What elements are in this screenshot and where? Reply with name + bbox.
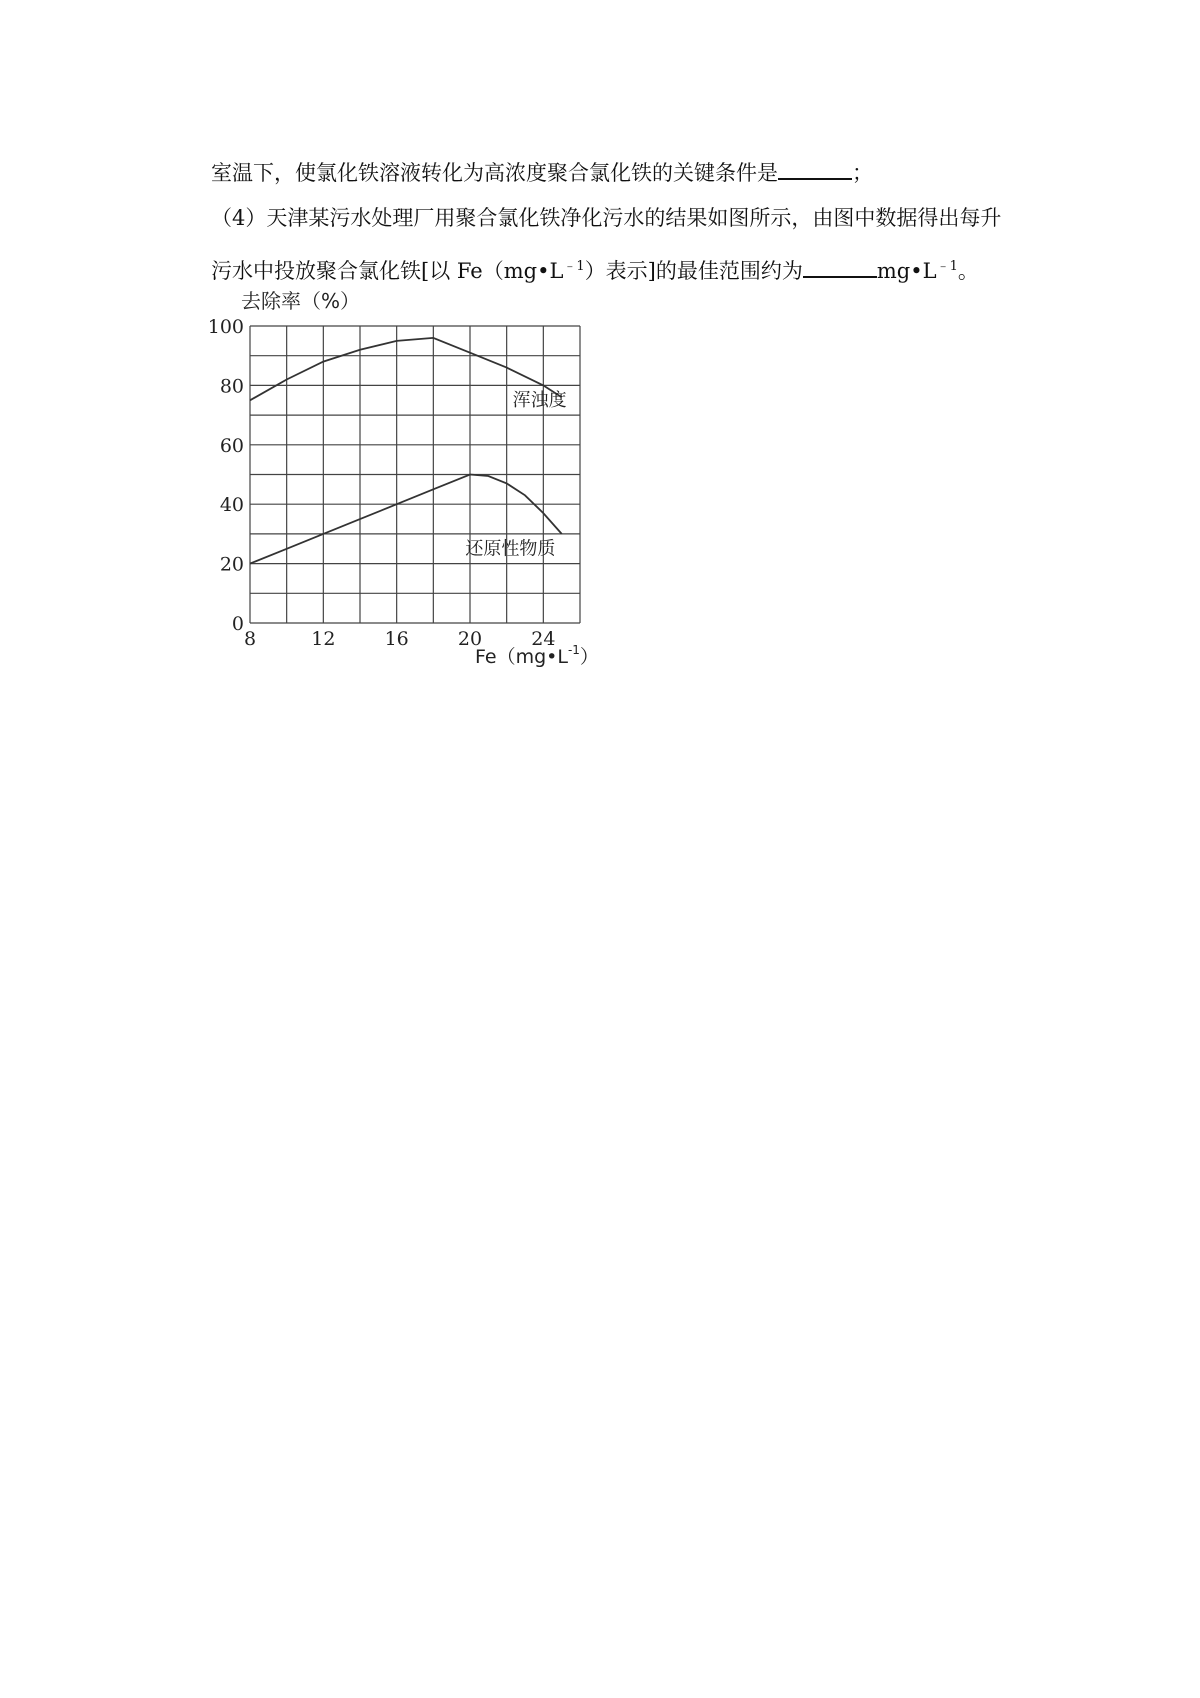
y-tick-label: 100 [207, 316, 244, 338]
punctuation: 。 [957, 259, 979, 283]
x-tick-label: 16 [384, 628, 409, 650]
unit-exponent: ﹣1 [563, 259, 585, 274]
y-tick-label: 20 [219, 553, 244, 576]
series-label-1: 浑浊度 [512, 390, 567, 412]
x-axis-label-main: Fe（mg•L [475, 646, 568, 668]
answer-blank-2[interactable] [803, 254, 877, 278]
question-line-2 [211, 204, 1001, 232]
question-line-1 [211, 156, 873, 187]
x-tick-label: 20 [457, 628, 483, 650]
x-tick-label: 8 [243, 628, 257, 650]
series-label-2: 还原性物质 [465, 538, 556, 560]
chart-grid [250, 326, 580, 623]
question-text: 室温下，使氯化铁溶液转化为高浓度聚合氯化铁的关键条件是 [211, 161, 778, 185]
question-text: （4）天津某污水处理厂用聚合氯化铁净化污水的结果如图所示，由图中数据得出每升 [211, 206, 1002, 230]
question-text: ）表示]的最佳范围约为 [584, 259, 803, 283]
x-axis-label [475, 643, 599, 668]
x-tick-label: 24 [531, 628, 556, 650]
y-tick-label: 80 [219, 375, 244, 398]
y-tick-label: 40 [219, 494, 244, 517]
y-axis-ticks [208, 316, 244, 635]
x-axis-label-exp: -1 [567, 643, 580, 657]
x-axis-label-close: ） [579, 646, 599, 668]
y-tick-label: 60 [219, 434, 244, 457]
chart-series [250, 338, 567, 564]
y-tick-label: 0 [231, 613, 244, 635]
answer-blank-1[interactable] [778, 156, 852, 180]
removal-rate-chart [205, 288, 605, 678]
x-tick-label: 12 [311, 628, 336, 650]
y-axis-label: 去除率（%） [241, 289, 361, 313]
unit-exponent: ﹣1 [936, 259, 958, 274]
unit-text: mg•L [876, 259, 937, 283]
question-line-3 [211, 253, 979, 285]
question-text: 污水中投放聚合氯化铁[以 Fe（mg•L [211, 259, 564, 283]
punctuation: ； [852, 161, 873, 185]
